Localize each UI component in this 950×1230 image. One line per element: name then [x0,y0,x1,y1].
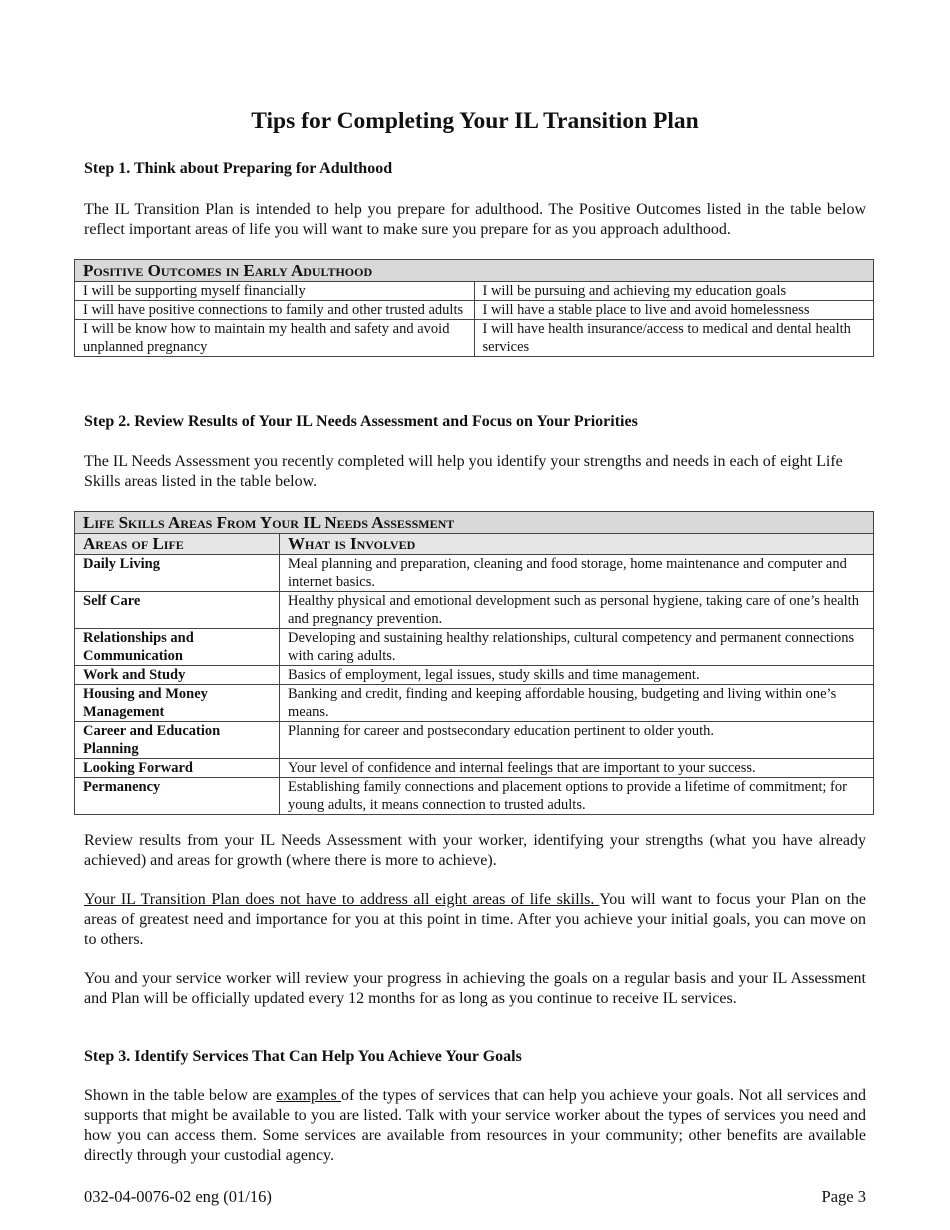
step1-heading: Step 1. Think about Preparing for Adulthood [84,160,393,177]
involved-cell: Basics of employment, legal issues, study skills and time management. [280,666,874,685]
table-row [75,629,874,666]
table-row [75,592,874,629]
progress-paragraph: You and your service worker will review your progress in achieving the goals on a regular basis and your IL Assessment and Plan will be officially updated every 12 months for as long as you continue to receive IL services. [84,970,866,1007]
area-cell: Housing and Money Management [75,685,280,722]
what-is-involved-header: What is Involved [280,534,874,555]
table-row [75,301,874,320]
life-skills-table [74,511,874,815]
focus-rest-text: You will want to focus your Plan on the areas of greatest need and importance for you at this point in time. After you achieve your initial goals, you can move on to others. [84,891,866,948]
table-row [75,282,874,301]
area-cell: Career and Education Planning [75,722,280,759]
involved-cell: Developing and sustaining healthy relationships, cultural competency and permanent connections with caring adults. [280,629,874,666]
form-number: 032-04-0076-02 eng (01/16) [84,1187,272,1206]
table-row [75,666,874,685]
step3-heading: Step 3. Identify Services That Can Help You Achieve Your Goals [84,1048,522,1065]
table-row [75,778,874,815]
focus-underlined-text: Your IL Transition Plan does not have to address all eight areas of life skills. [84,891,600,908]
outcome-cell: I will have health insurance/access to medical and dental health services [474,320,874,357]
table-row [75,555,874,592]
outcome-cell: I will have a stable place to live and avoid homelessness [474,301,874,320]
areas-of-life-header: Areas of Life [75,534,280,555]
table-row [75,685,874,722]
table-row [75,722,874,759]
involved-cell: Your level of confidence and internal feelings that are important to your success. [280,759,874,778]
outcome-cell: I will have positive connections to family and other trusted adults [75,301,475,320]
involved-cell: Banking and credit, finding and keeping affordable housing, budgeting and living within one’s means. [280,685,874,722]
examples-underlined-text: examples [276,1087,342,1104]
table-row [75,320,874,357]
skills-table-caption: Life Skills Areas From Your IL Needs Assessment [75,512,874,534]
step3-text-before: Shown in the table below are [84,1087,277,1104]
step1-paragraph: The IL Transition Plan is intended to help you prepare for adulthood. The Positive Outcomes listed in the table below reflect important areas of life you will want to make sure you prepare for as you approach adulthood. [84,201,866,238]
step2-heading: Step 2. Review Results of Your IL Needs Assessment and Focus on Your Priorities [84,413,638,430]
involved-cell: Establishing family connections and placement options to provide a lifetime of commitment; for young adults, it means connection to trusted adults. [280,778,874,815]
outcome-cell: I will be supporting myself financially [75,282,475,301]
area-cell: Self Care [75,592,280,629]
table-row [75,759,874,778]
review-paragraph: Review results from your IL Needs Assessment with your worker, identifying your strengths (what you have already achieved) and areas for growth (where there is more to achieve). [84,832,866,869]
involved-cell: Meal planning and preparation, cleaning and food storage, home maintenance and computer and internet basics. [280,555,874,592]
step2-paragraph: The IL Needs Assessment you recently completed will help you identify your strengths and needs in each of eight Life Skills areas listed in the table below. [84,453,843,490]
area-cell: Looking Forward [75,759,280,778]
area-cell: Work and Study [75,666,280,685]
positive-outcomes-table [74,259,874,357]
outcome-cell: I will be pursuing and achieving my education goals [474,282,874,301]
involved-cell: Planning for career and postsecondary education pertinent to older youth. [280,722,874,759]
page-title: Tips for Completing Your IL Transition Plan [251,108,699,134]
step3-paragraph [84,1086,866,1166]
step3-text-after: of the types of services that can help you achieve your goals. Not all services and supports that might be available to you are listed. Talk with your service worker about the types of services you need and how you can access them. Some services are available from resources in your community; other benefits are available directly through your custodial agency. [84,1087,867,1164]
page-number: Page 3 [821,1187,866,1206]
outcomes-table-caption: Positive Outcomes in Early Adulthood [75,260,874,282]
area-cell: Daily Living [75,555,280,592]
outcome-cell: I will be know how to maintain my health and safety and avoid unplanned pregnancy [75,320,475,357]
involved-cell: Healthy physical and emotional development such as personal hygiene, taking care of one’s health and pregnancy prevention. [280,592,874,629]
area-cell: Permanency [75,778,280,815]
focus-paragraph [84,890,866,950]
area-cell: Relationships and Communication [75,629,280,666]
